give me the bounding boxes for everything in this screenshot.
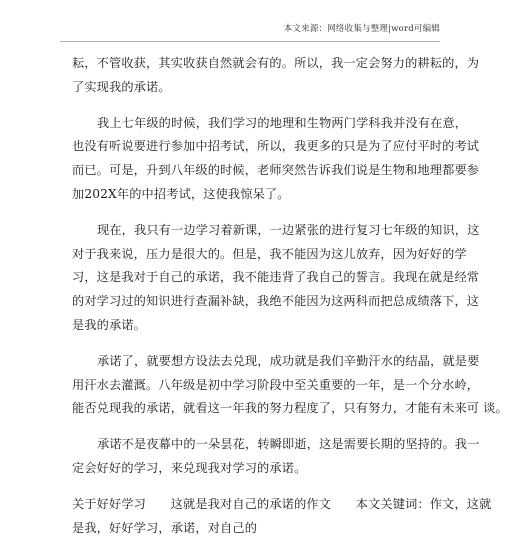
text-line: 习，这是我对于自己的承诺，我不能违背了我自己的誓言。我现在就是经常 <box>72 270 480 285</box>
document-header-source: 本文来源：网络收集与整理|word可编辑 <box>283 24 440 34</box>
paragraph-4 <box>72 350 508 421</box>
text-line: 耘，不管收获，其实收获自然就会有的。所以，我一定会努力的耕耘的，为 <box>72 56 480 70</box>
text-line: 我上七年级的时候，我们学习的地理和生物两门学科我并没有在意， <box>97 115 468 130</box>
text-line: 对于我来说，压力是很大的。但是，我不能因为这儿放弃，因为好好的学 <box>72 246 467 261</box>
paragraph-5 <box>72 433 480 481</box>
text-line: 的对学习过的知识进行查漏补缺，我绝不能因为这两科而把总成绩落下，这 <box>72 294 480 309</box>
text-line: 也没有听说要进行参加中招考试，所以，我更多的只是为了应付平时的考试 <box>72 139 480 154</box>
text-line: 是我的承诺。 <box>72 317 147 332</box>
paragraph-3 <box>72 219 480 338</box>
paragraph-1 <box>72 52 480 100</box>
paragraph-spacer <box>72 481 412 493</box>
document-body <box>72 52 508 540</box>
paragraph-2 <box>72 112 480 207</box>
text-line: 加202X年的中招考试，这使我惊呆了。 <box>72 186 290 201</box>
header-divider <box>60 41 440 42</box>
text-line: 承诺了，就要想方设法去兑现，成功就是我们辛勤汗水的结晶，就是要 <box>97 353 480 368</box>
text-line: 而已。可是，升到八年级的时候，老师突然告诉我们说是生物和地理都要参 <box>72 163 480 178</box>
text-line: 现在，我只有一边学习着新课，一边紧张的进行复习七年级的知识，这 <box>97 222 480 237</box>
text-line: 定会好好的学习，来兑现我对学习的承诺。 <box>72 460 307 475</box>
paragraph-spacer <box>72 207 412 219</box>
paragraph-6-keywords <box>72 493 492 540</box>
text-line: 是我，好好学习，承诺，对自己的 <box>72 520 258 535</box>
paragraph-spacer <box>72 100 412 112</box>
text-line: 关于好好学习 这就是我对自己的承诺的作文 本文关键词：作文，这就 <box>72 496 492 511</box>
text-line: 能否兑现我的承诺，就看这一年我的努力程度了，只有努力，才能有未来可 谈。 <box>72 401 508 416</box>
text-line: 承诺不是夜幕中的一朵昙花，转瞬即逝，这是需要长期的坚持的。我一 <box>97 437 480 452</box>
paragraph-spacer <box>72 421 412 433</box>
paragraph-spacer <box>72 338 412 350</box>
text-line: 了实现我的承诺。 <box>72 79 171 94</box>
text-line: 用汗水去灌溉。八年级是初中学习阶段中至关重要的一年，是一个分水岭， <box>72 377 480 392</box>
